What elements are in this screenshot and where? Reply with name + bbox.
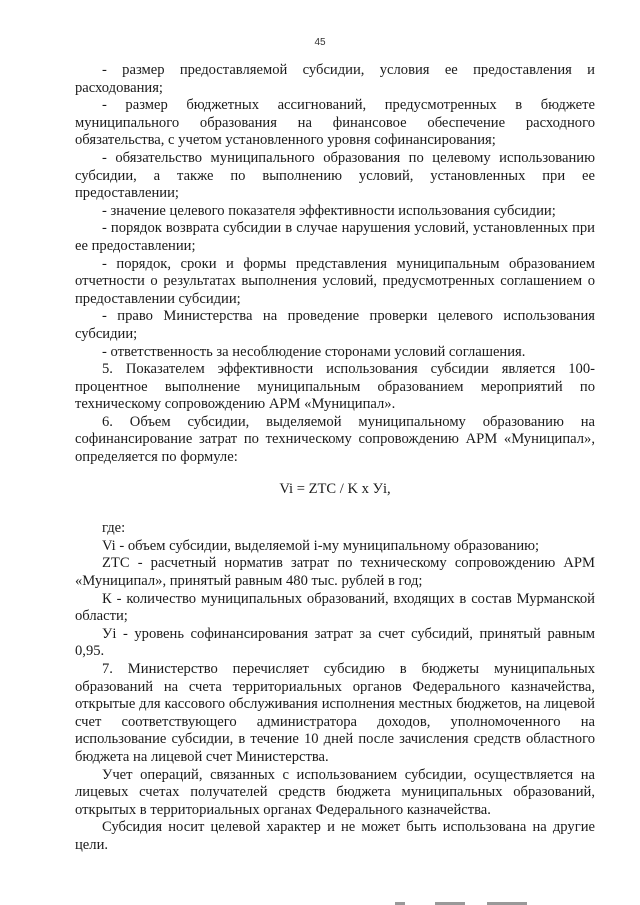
paragraph-reporting-procedure: - порядок, сроки и формы представления муниципальным образованием отчетности о результатах выполнения условий, предусмотренных соглашением о предоставлении субсидии; xyxy=(75,255,595,307)
paragraph-subsidy-size: - размер предоставляемой субсидии, условия ее предоставления и расходования; xyxy=(75,62,595,96)
paragraph-accounting: Учет операций, связанных с использованием субсидии, осуществляется на лицевых счетах получателей средств бюджета муниципальных образований, открытых в территориальных органах Федерального казначейства. xyxy=(75,766,595,818)
paragraph-6-subsidy-volume: 6. Объем субсидии, выделяемой муниципальному образованию на софинансирование затрат по техническому сопровождению АРМ «Муниципал», определяется по формуле: xyxy=(75,413,595,466)
paragraph-5-efficiency-indicator: 5. Показателем эффективности использования субсидии является 100-процентное выполнение муниципальным образованием мероприятий по техническому сопровождению АРМ «Муниципал». xyxy=(75,361,595,413)
paragraph-7-transfer: 7. Министерство перечисляет субсидию в бюджеты муниципальных образований на счета территориальных органов Федерального казначейства, открытые для кассового обслуживания исполнения местных бюджетов, на лицевой счет соответствующего администратора доходов, уполномоченного на использование субсидии, в течение 10 дней после зачисления средств областного бюджета на лицевой счет Министерства. xyxy=(75,661,595,765)
subsidy-formula: Vi = ZTC / K x Уi, xyxy=(279,480,391,497)
definition-ztc: ZTC - расчетный норматив затрат по техническому сопровождению АРМ «Муниципал», принятый равным 480 тыс. рублей в год; xyxy=(75,555,595,590)
paragraph-municipal-obligation: - обязательство муниципального образования по целевому использованию субсидии, а также по выполнению условий, установленных при ее предоставлении; xyxy=(75,149,595,202)
paragraph-targeted-nature: Субсидия носит целевой характер и не может быть использована на другие цели. xyxy=(75,819,595,853)
document-body xyxy=(75,62,595,855)
paragraph-where: где: xyxy=(102,520,126,537)
definition-vi: Vi - объем субсидии, выделяемой i-му муниципальному образованию; xyxy=(102,537,540,554)
scan-edge-marks xyxy=(395,899,535,905)
definition-k: К - количество муниципальных образований, входящих в состав Мурманской области; xyxy=(75,590,595,625)
paragraph-target-indicator: - значение целевого показателя эффективности использования субсидии; xyxy=(102,202,556,219)
paragraph-return-procedure: - порядок возврата субсидии в случае нарушения условий, установленных при ее предоставлении; xyxy=(75,220,595,254)
paragraph-responsibility: - ответственность за несоблюдение сторонами условий соглашения. xyxy=(102,343,526,360)
paragraph-budget-allocations: - размер бюджетных ассигнований, предусмотренных в бюджете муниципального образования на финансовое обеспечение расходного обязательства, с учетом установленного уровня софинансирования; xyxy=(75,97,595,149)
definition-yi: Уi - уровень софинансирования затрат за счет субсидий, принятый равным 0,95. xyxy=(75,625,595,660)
paragraph-ministry-audit-right: - право Министерства на проведение проверки целевого использования субсидии; xyxy=(75,308,595,342)
page-number: 45 xyxy=(314,37,326,48)
